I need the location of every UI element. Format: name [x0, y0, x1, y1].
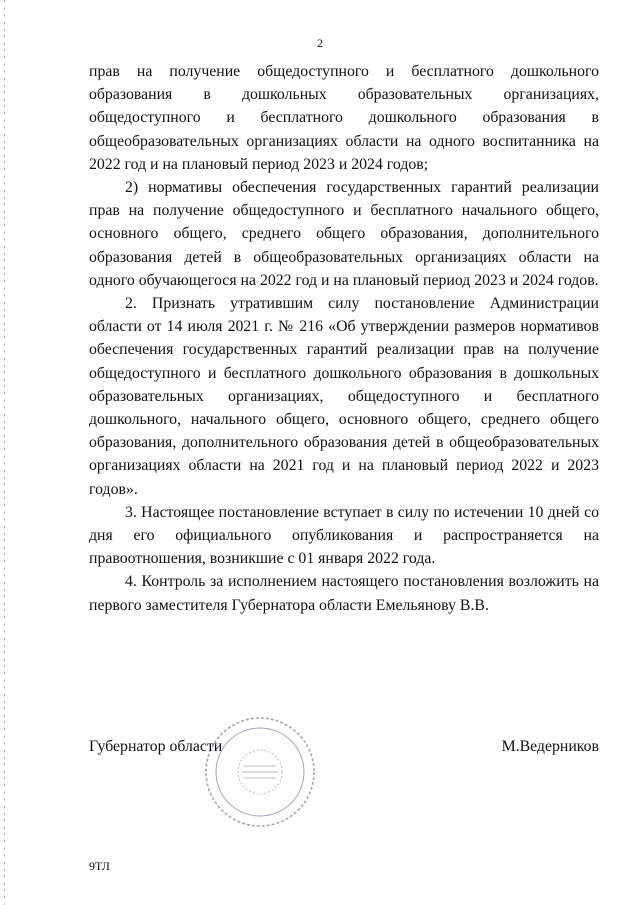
official-seal-stamp	[200, 712, 320, 832]
text-line: 2. Признать утратившим силу постановление Администрации	[125, 295, 599, 313]
paragraph-continuation	[89, 60, 599, 176]
paragraph-clause-3	[89, 501, 599, 571]
document-body	[89, 60, 599, 617]
paragraph-item-2	[89, 176, 599, 292]
text-line: на 2022 год и на плановый период 2023 и 2024 годов;	[89, 132, 599, 173]
text-line: со дня его официального опубликования и распространяется	[89, 503, 599, 545]
text-line: области от 14 июля 2021 г. № 216 «Об утверждении размеров нормативов	[89, 318, 599, 336]
text-line: общедоступного и бесплатного дошкольного образования в дошкольных	[89, 364, 599, 382]
signature-block	[89, 738, 599, 762]
text-line: дошкольного, начального общего, основного общего, среднего	[89, 411, 541, 429]
document-code: 9ТЛ	[89, 859, 110, 873]
text-line: образования детей в общеобразовательных организациях области	[89, 248, 572, 266]
text-line: прав на получение общедоступного и бесплатного начального общего,	[89, 202, 599, 220]
text-line: на правоотношения, возникшие с 01 января 2022 года.	[89, 527, 599, 568]
text-line: обеспечения государственных гарантий реализации прав на получение	[89, 341, 599, 359]
text-line: общего образования, дополнительного образования детей	[89, 411, 599, 452]
text-line: в общеобразовательных организациях области на 2021 год и на плановый	[89, 434, 600, 475]
text-line: основного общего, среднего общего образования, дополнительного	[89, 225, 599, 243]
text-line: образовательных организациях, общедоступного и бесплатного	[89, 387, 599, 405]
paragraph-clause-2	[89, 292, 599, 501]
text-line: на одного обучающегося на 2022 год и на плановый период 2023	[89, 248, 599, 289]
text-line: прав на получение общедоступного и бесплатного дошкольного	[89, 63, 599, 80]
text-line: в общеобразовательных организациях области на одного воспитанника	[89, 109, 600, 150]
text-line: образования в дошкольных образовательных организациях,	[89, 86, 599, 104]
signatory-position: Губернатор области	[89, 738, 223, 755]
signatory-name: М.Ведерников	[501, 738, 599, 755]
text-line: и 2024 годов.	[509, 271, 599, 289]
text-line: период 2022 и 2023 годов».	[89, 457, 599, 498]
page-number: 2	[317, 36, 323, 50]
text-line: 2) нормативы обеспечения государственных гарантий реализации	[125, 179, 599, 197]
text-line: на первого заместителя Губернатора области Емельянову В.В.	[89, 573, 600, 614]
paragraph-clause-4	[89, 570, 599, 616]
text-line: общедоступного и бесплатного дошкольного образования	[89, 109, 566, 127]
text-line: 3. Настоящее постановление вступает в силу по истечении 10 дней	[125, 503, 580, 521]
page-edge-scan-mark	[4, 0, 5, 905]
text-line: 4. Контроль за исполнением настоящего постановления возложить	[125, 573, 579, 591]
